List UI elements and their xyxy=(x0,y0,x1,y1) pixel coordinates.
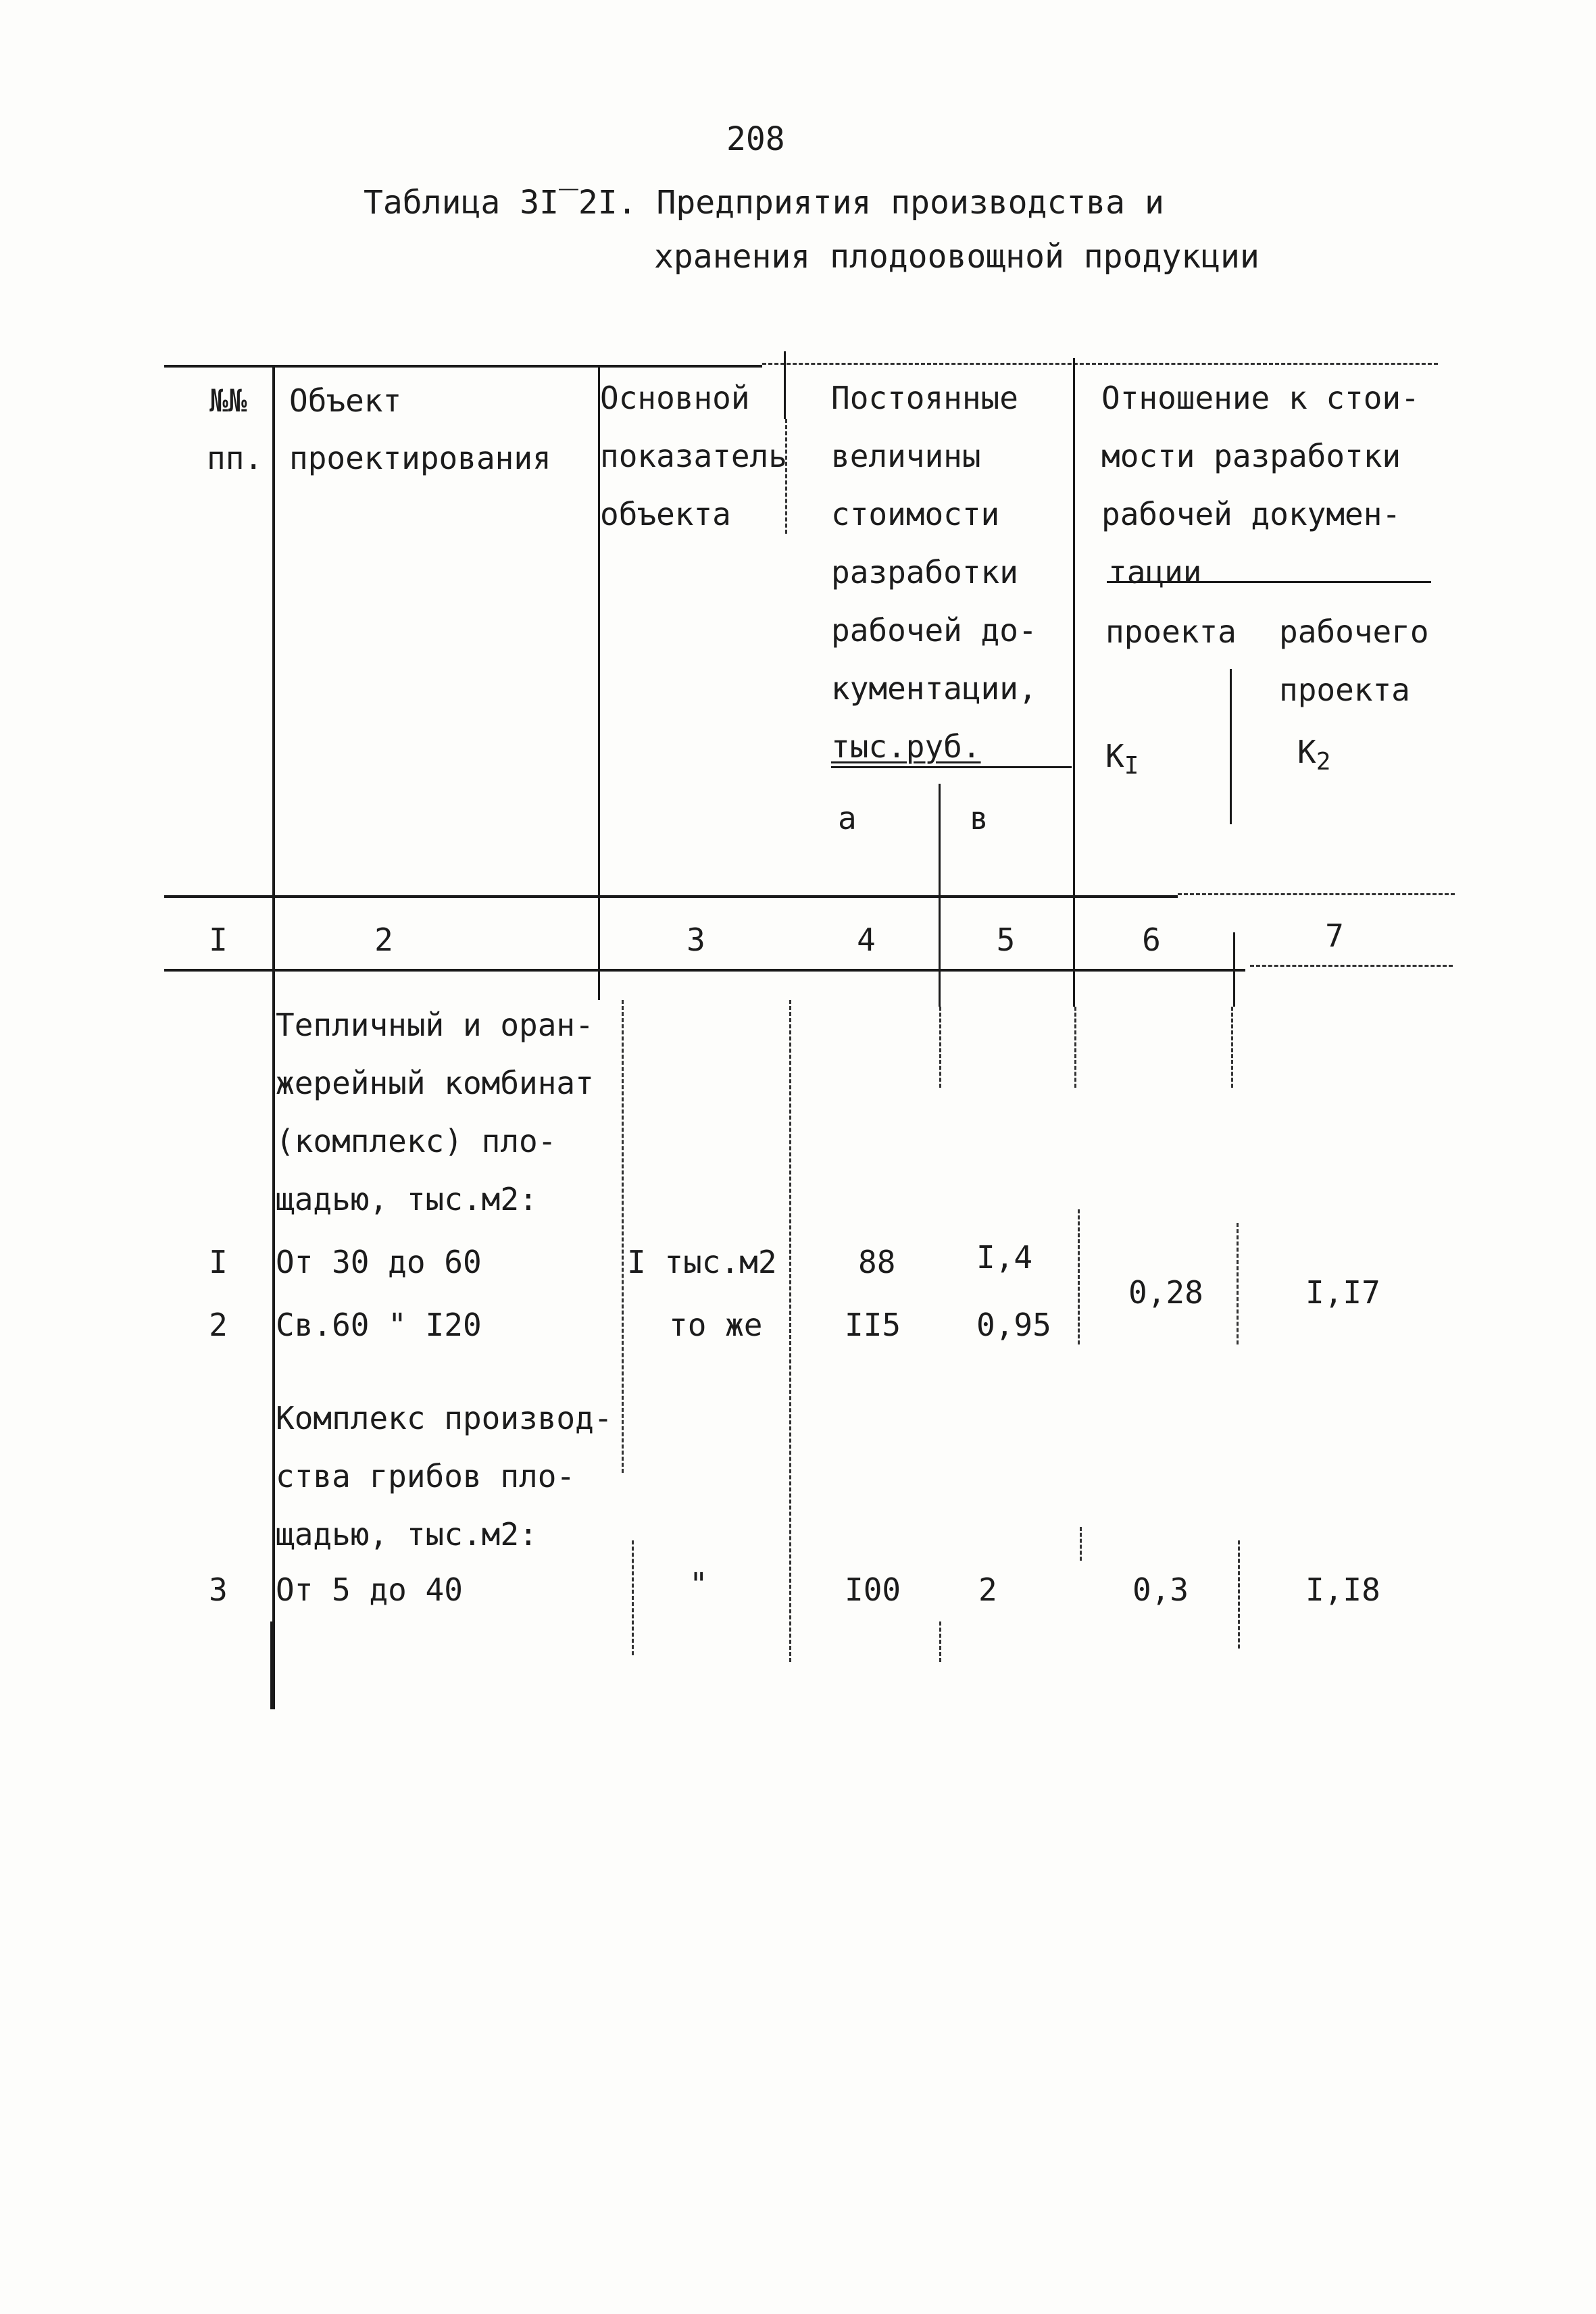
group-title-line: щадью, тыс.м2: xyxy=(276,1516,538,1553)
row-indicator: " xyxy=(689,1566,708,1603)
group-k1: 0,28 xyxy=(1128,1274,1203,1311)
header-col6-k: $К_I$ xyxy=(1105,738,1139,780)
header-col3-line1: Основной xyxy=(600,380,750,416)
table-caption-line-1: Таблица 3I‾2I. Предприятия производства и xyxy=(364,184,1164,222)
group-k2: I,I7 xyxy=(1305,1274,1380,1311)
group-title-line: (комплекс) пло- xyxy=(276,1123,557,1159)
group-title-line: Комплекс производ- xyxy=(276,1400,613,1436)
col-number-1: I xyxy=(209,922,228,958)
group-title-line: ства грибов пло- xyxy=(276,1458,576,1494)
header-col7-k: $К_2$ xyxy=(1297,734,1331,776)
row-value-b: 0,95 xyxy=(976,1307,1051,1343)
row-value-a: 88 xyxy=(858,1244,896,1280)
header-col2-line2: проектирования xyxy=(289,440,551,476)
group-title-line: Тепличный и оран- xyxy=(276,1007,594,1043)
row-number: 3 xyxy=(209,1571,228,1608)
col-number-6: 6 xyxy=(1142,922,1161,958)
row-object: Св.60 " I20 xyxy=(276,1307,482,1343)
group-title-line: щадью, тыс.м2: xyxy=(276,1181,538,1217)
col-number-5: 5 xyxy=(996,922,1016,958)
page-number: 208 xyxy=(726,120,785,158)
header-col7-line2: проекта xyxy=(1279,672,1410,708)
header-col45-line1: Постоянные xyxy=(831,380,1018,416)
table-caption-line-2: хранения плодоовощной продукции xyxy=(654,238,1260,276)
group-title-line: жерейный комбинат xyxy=(276,1065,594,1101)
row-indicator: I тыс.м2 xyxy=(627,1244,777,1280)
row-value-a: II5 xyxy=(845,1307,901,1343)
row-number: 2 xyxy=(209,1307,228,1343)
group-k1: 0,3 xyxy=(1132,1571,1189,1608)
header-col45-line4: разработки xyxy=(831,554,1018,590)
header-col7-line1: рабочего xyxy=(1279,613,1429,650)
col-number-7: 7 xyxy=(1325,917,1344,954)
header-col67-line2: мости разработки xyxy=(1101,438,1401,474)
row-object: От 30 до 60 xyxy=(276,1244,482,1280)
header-col45-line2: величины xyxy=(831,438,981,474)
row-value-b: 2 xyxy=(978,1571,997,1608)
header-col45-line6: кументации, xyxy=(831,670,1037,707)
col-number-4: 4 xyxy=(857,922,876,958)
row-number: I xyxy=(209,1244,228,1280)
row-value-b: I,4 xyxy=(976,1239,1033,1276)
header-col45-line3: стоимости xyxy=(831,496,1000,532)
header-col6-line1: проекта xyxy=(1105,613,1237,650)
group-k2: I,I8 xyxy=(1305,1571,1380,1608)
row-object: От 5 до 40 xyxy=(276,1571,463,1608)
row-value-a: I00 xyxy=(845,1571,901,1608)
header-col67-line4: тации xyxy=(1108,554,1202,590)
header-col1-line2: пп. xyxy=(207,440,264,476)
header-col67-line1: Отношение к стои- xyxy=(1101,380,1420,416)
header-col3-line2: показатель xyxy=(600,438,787,474)
row-indicator: то же xyxy=(669,1307,763,1343)
header-col2-line1: Объект xyxy=(289,382,402,419)
header-col67-line3: рабочей докумен- xyxy=(1101,496,1401,532)
header-col5-sub: в xyxy=(970,800,989,836)
col-number-3: 3 xyxy=(687,922,705,958)
header-col1-line1: №№ xyxy=(209,382,247,419)
header-col3-line3: объекта xyxy=(600,496,731,532)
col-number-2: 2 xyxy=(374,922,393,958)
header-col45-line5: рабочей до- xyxy=(831,612,1037,649)
header-col45-line7: тыс.руб. xyxy=(831,728,981,765)
header-col4-sub: а xyxy=(838,800,857,836)
